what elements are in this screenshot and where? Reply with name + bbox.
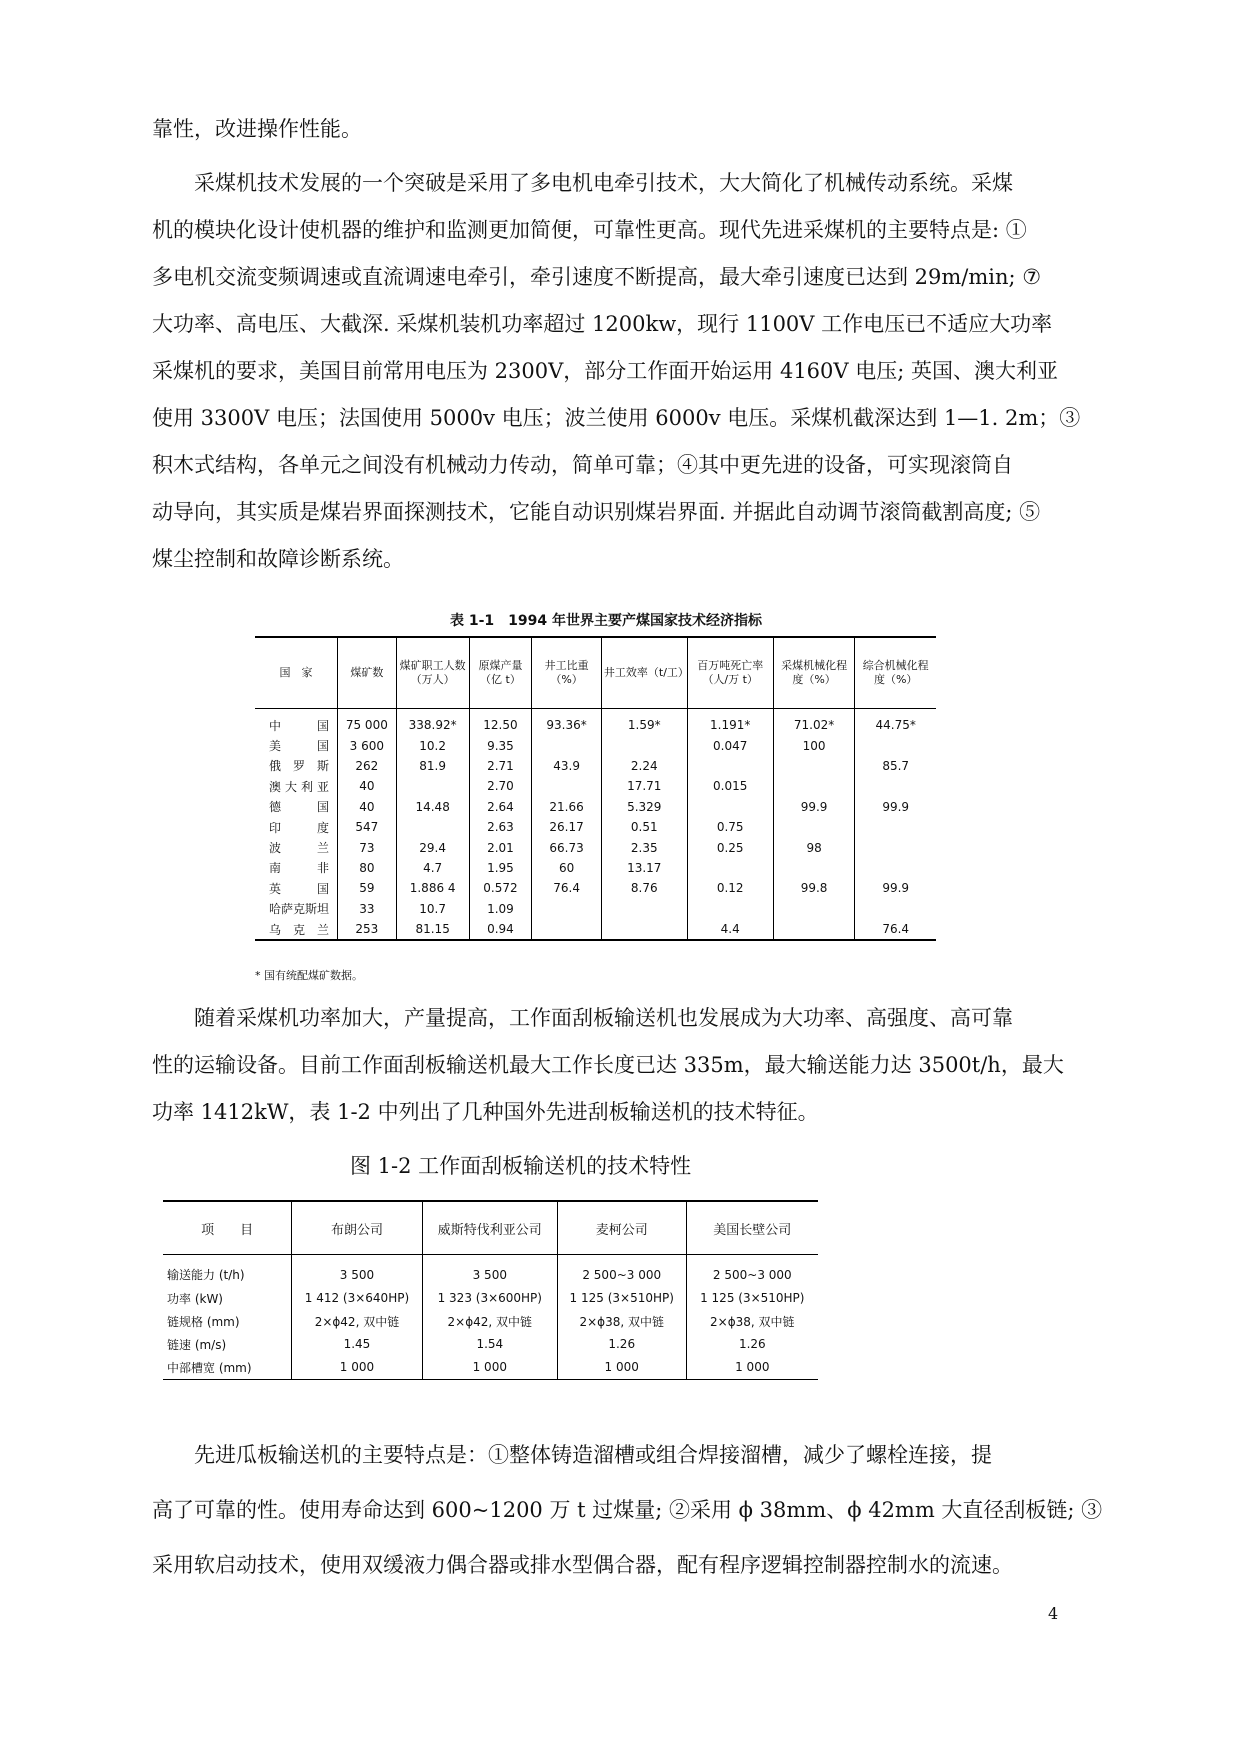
table-row: [255, 878, 936, 898]
table-cell: 南非: [269, 861, 330, 876]
table-cell: 9.35: [469, 735, 532, 755]
table-cell: [532, 899, 602, 919]
table-header-cell: 采煤机械化程度（%）: [773, 637, 855, 709]
table-cell: 100: [773, 735, 855, 755]
table-cell: 98: [773, 837, 855, 857]
table-cell: 德国: [269, 800, 330, 815]
table-cell: [687, 756, 773, 776]
table-header-cell: 威斯特伐利亚公司: [422, 1201, 557, 1255]
table-cell: 1.886 4: [396, 878, 469, 898]
table-cell: 0.047: [687, 735, 773, 755]
table-cell: 2.24: [601, 756, 687, 776]
paragraph-line: 大功率、高电压、大截深. 采煤机装机功率超过 1200kw，现行 1100V 工作电压已不适应大功率: [152, 312, 1053, 336]
table-row: [163, 1333, 818, 1356]
table-cell: 1 323 (3×600HP): [422, 1287, 557, 1310]
table-cell: 1 125 (3×510HP): [557, 1287, 686, 1310]
table-cell: 76.4: [855, 919, 936, 940]
table-1-caption: 表 1-1 1994 年世界主要产煤国家技术经济指标: [450, 613, 763, 629]
paragraph-line: 采煤机技术发展的一个突破是采用了多电机电牵引技术，大大简化了机械传动系统。采煤: [194, 171, 1013, 195]
table-cell: 2×ϕ38, 双中链: [686, 1310, 818, 1333]
table-cell: 81.15: [396, 919, 469, 940]
table-cell: 40: [338, 776, 397, 796]
table-row: [163, 1255, 818, 1287]
table-header-row: [163, 1201, 818, 1255]
table-cell: 4.4: [687, 919, 773, 940]
table-cell: 43.9: [532, 756, 602, 776]
table-cell: 俄罗斯: [269, 759, 330, 774]
table-cell: 5.329: [601, 797, 687, 817]
table-cell: 链速 (m/s): [167, 1337, 227, 1352]
table-cell: 40: [338, 797, 397, 817]
table-cell: 1.09: [469, 899, 532, 919]
paragraph-line: 采煤机的要求，美国目前常用电压为 2300V，部分工作面开始运用 4160V 电压; 英国、澳大利亚: [152, 359, 1058, 383]
paragraph-line: 靠性，改进操作性能。: [152, 117, 362, 141]
table-cell: 99.9: [773, 797, 855, 817]
table-cell: 10.7: [396, 899, 469, 919]
table-cell: [396, 776, 469, 796]
table-row: [255, 858, 936, 878]
table-cell: 2.01: [469, 837, 532, 857]
table-cell: [396, 817, 469, 837]
table-cell: 1.95: [469, 858, 532, 878]
table-cell: 1.45: [292, 1333, 423, 1356]
table-cell: 0.75: [687, 817, 773, 837]
table-cell: 链规格 (mm): [167, 1314, 240, 1329]
table-cell: 1.54: [422, 1333, 557, 1356]
paragraph-line: 性的运输设备。目前工作面刮板输送机最大工作长度已达 335m，最大输送能力达 3500t/h，最大: [152, 1053, 1064, 1077]
table-cell: 2.70: [469, 776, 532, 796]
table-cell: 3 600: [338, 735, 397, 755]
table-cell: 2.64: [469, 797, 532, 817]
table-cell: 59: [338, 878, 397, 898]
table-row: [255, 817, 936, 837]
paragraph-line: 多电机交流变频调速或直流调速电牵引，牵引速度不断提高，最大牵引速度已达到 29m/min; ⑦: [152, 265, 1042, 289]
table-cell: [601, 919, 687, 940]
table-cell: [532, 776, 602, 796]
table-cell: 0.94: [469, 919, 532, 940]
table-cell: 4.7: [396, 858, 469, 878]
table-header-cell: 原煤产量（亿 t）: [469, 637, 532, 709]
table-header-cell: 麦柯公司: [557, 1201, 686, 1255]
table-cell: [532, 735, 602, 755]
table-cell: 76.4: [532, 878, 602, 898]
table-cell: 0.572: [469, 878, 532, 898]
table-1: [255, 636, 936, 941]
table-cell: 0.25: [687, 837, 773, 857]
table-cell: [773, 899, 855, 919]
table-cell: 71.02*: [773, 709, 855, 736]
table-cell: 29.4: [396, 837, 469, 857]
table-cell: 1 412 (3×640HP): [292, 1287, 423, 1310]
paragraph-line: 采用软启动技术，使用双缓液力偶合器或排水型偶合器，配有程序逻辑控制器控制水的流速。: [152, 1553, 1013, 1577]
table-row: [255, 899, 936, 919]
table-cell: 13.17: [601, 858, 687, 878]
paragraph-line: 使用 3300V 电压；法国使用 5000v 电压；波兰使用 6000v 电压。采煤机截深达到 1—1. 2m；③: [152, 406, 1081, 430]
table-cell: 33: [338, 899, 397, 919]
table-cell: 中部槽宽 (mm): [163, 1356, 292, 1380]
table-cell: 14.48: [396, 797, 469, 817]
table-cell: 0.015: [687, 776, 773, 796]
table-cell: 英国: [269, 881, 330, 896]
table-cell: [601, 735, 687, 755]
table-header-cell: 井工比重（%）: [532, 637, 602, 709]
table-cell: 印度: [269, 820, 330, 835]
table-row: [163, 1356, 818, 1380]
table-cell: 338.92*: [396, 709, 469, 736]
paragraph-3: [152, 995, 1064, 1136]
table-cell: 2.63: [469, 817, 532, 837]
table-cell: 乌克兰: [255, 919, 338, 940]
table-cell: 99.9: [855, 797, 936, 817]
table-cell: 3 500: [292, 1255, 423, 1287]
table-cell: [687, 899, 773, 919]
table-cell: 44.75*: [855, 709, 936, 736]
table-cell: [773, 756, 855, 776]
table-cell: 1.59*: [601, 709, 687, 736]
table-cell: 85.7: [855, 756, 936, 776]
table-cell: 2×ϕ42, 双中链: [292, 1310, 423, 1333]
table-cell: 2 500~3 000: [686, 1255, 818, 1287]
table-row: [255, 735, 936, 755]
table-cell: 澳大利亚: [269, 779, 330, 794]
table-cell: [773, 776, 855, 796]
table-row: [255, 776, 936, 796]
table-header-row: [255, 637, 936, 709]
table-cell: 1.26: [686, 1333, 818, 1356]
table-cell: 功率 (kW): [167, 1291, 223, 1306]
table-cell: [855, 776, 936, 796]
table-cell: 12.50: [469, 709, 532, 736]
figure-2-caption: 图 1-2 工作面刮板输送机的技术特性: [350, 1154, 692, 1178]
table-cell: [855, 817, 936, 837]
paragraph-2: [152, 160, 1081, 583]
paragraph-4: [152, 1428, 1103, 1593]
table-header-cell: 井工效率（t/工）: [601, 637, 687, 709]
table-header-cell: 煤矿职工人数（万人）: [396, 637, 469, 709]
table-cell: [773, 817, 855, 837]
table-header-cell: 煤矿数: [338, 637, 397, 709]
table-cell: 93.36*: [532, 709, 602, 736]
table-cell: 哈萨克斯坦: [269, 902, 330, 917]
paragraph-1: [152, 106, 1057, 153]
table-cell: 253: [338, 919, 397, 940]
table-cell: [855, 899, 936, 919]
table-cell: 2×ϕ42, 双中链: [422, 1310, 557, 1333]
table-cell: 0.51: [601, 817, 687, 837]
table-cell: 中国: [269, 718, 330, 733]
table-row: [255, 837, 936, 857]
table-header-cell: 布朗公司: [292, 1201, 423, 1255]
table-2: [163, 1200, 818, 1380]
table-cell: 21.66: [532, 797, 602, 817]
table-cell: [855, 735, 936, 755]
table-cell: 波兰: [269, 841, 330, 856]
table-cell: 80: [338, 858, 397, 878]
table-cell: 547: [338, 817, 397, 837]
table-row: [255, 709, 936, 736]
table-cell: 1 000: [686, 1356, 818, 1380]
paragraph-line: 机的模块化设计使机器的维护和监测更加简便，可靠性更高。现代先进采煤机的主要特点是: ①: [152, 218, 1027, 242]
table-cell: 1 000: [422, 1356, 557, 1380]
table-cell: [687, 797, 773, 817]
paragraph-line: 煤尘控制和故障诊断系统。: [152, 547, 404, 571]
table-cell: 输送能力 (t/h): [167, 1268, 245, 1283]
table-cell: 81.9: [396, 756, 469, 776]
table-cell: 1 125 (3×510HP): [686, 1287, 818, 1310]
table-cell: 2.35: [601, 837, 687, 857]
paragraph-line: 高了可靠的性。使用寿命达到 600~1200 万 t 过煤量; ②采用 ϕ 38mm、ϕ 42mm 大直径刮板链; ③: [152, 1498, 1103, 1522]
table-cell: 66.73: [532, 837, 602, 857]
paragraph-line: 随着采煤机功率加大，产量提高，工作面刮板输送机也发展成为大功率、高强度、高可靠: [194, 1006, 1013, 1030]
table-cell: [773, 919, 855, 940]
table-cell: 75 000: [338, 709, 397, 736]
table-cell: 1 000: [292, 1356, 423, 1380]
table-row: [255, 797, 936, 817]
page-number: 4: [1048, 1604, 1059, 1623]
table-cell: 美国: [269, 739, 330, 754]
table-cell: [855, 837, 936, 857]
table-cell: 26.17: [532, 817, 602, 837]
paragraph-line: 功率 1412kW，表 1-2 中列出了几种国外先进刮板输送机的技术特征。: [152, 1100, 819, 1124]
table-cell: 1.26: [557, 1333, 686, 1356]
table-cell: 1 000: [557, 1356, 686, 1380]
table-cell: 10.2: [396, 735, 469, 755]
table-cell: 262: [338, 756, 397, 776]
table-row: [255, 919, 936, 940]
table-cell: 99.9: [855, 878, 936, 898]
table-cell: 2 500~3 000: [557, 1255, 686, 1287]
paragraph-line: 动导向，其实质是煤岩界面探测技术，它能自动识别煤岩界面. 并据此自动调节滚筒截割高度; ⑤: [152, 500, 1041, 524]
table-header-cell: 百万吨死亡率（人/万 t）: [687, 637, 773, 709]
table-header-cell: 综合机械化程度（%）: [855, 637, 936, 709]
paragraph-line: 积木式结构，各单元之间没有机械动力传动，简单可靠；④其中更先进的设备，可实现滚筒自: [152, 453, 1013, 477]
table-cell: 2.71: [469, 756, 532, 776]
table-row: [255, 756, 936, 776]
table-row: [163, 1287, 818, 1310]
table-cell: 60: [532, 858, 602, 878]
table-header-cell: 美国长壁公司: [686, 1201, 818, 1255]
table-cell: 17.71: [601, 776, 687, 796]
table-cell: 2×ϕ38, 双中链: [557, 1310, 686, 1333]
table-cell: 1.191*: [687, 709, 773, 736]
table-cell: 99.8: [773, 878, 855, 898]
table-1-footnote: * 国有统配煤矿数据。: [255, 969, 363, 982]
table-cell: [532, 919, 602, 940]
paragraph-line: 先进瓜板输送机的主要特点是：①整体铸造溜槽或组合焊接溜槽，减少了螺栓连接，提: [194, 1443, 992, 1467]
table-row: [163, 1310, 818, 1333]
table-cell: 8.76: [601, 878, 687, 898]
table-header-cell: 国 家: [255, 637, 338, 709]
table-cell: [773, 858, 855, 878]
table-cell: 0.12: [687, 878, 773, 898]
table-cell: [601, 899, 687, 919]
table-cell: [855, 858, 936, 878]
table-cell: 73: [338, 837, 397, 857]
table-header-cell: 项 目: [163, 1201, 292, 1255]
table-cell: 3 500: [422, 1255, 557, 1287]
table-cell: [687, 858, 773, 878]
